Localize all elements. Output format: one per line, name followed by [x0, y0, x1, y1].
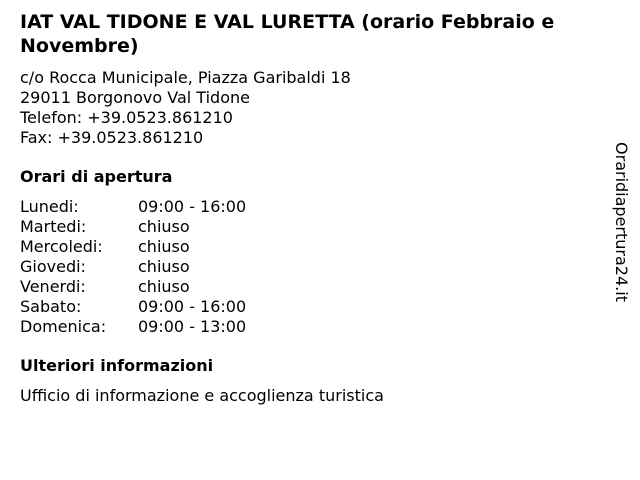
day-label: Mercoledi:	[20, 237, 103, 256]
day-hours: chiuso	[138, 237, 190, 256]
location-card	[20, 10, 610, 406]
day-hours: chiuso	[138, 277, 190, 296]
address-street: c/o Rocca Municipale, Piazza Garibaldi 18	[20, 68, 351, 87]
opening-hours-table	[20, 197, 610, 337]
hours-row-friday	[20, 277, 610, 297]
phone-number: Telefon: +39.0523.861210	[20, 108, 233, 127]
additional-info-text: Ufficio di informazione e accoglienza turistica	[20, 386, 384, 405]
day-hours: chiuso	[138, 257, 190, 276]
day-hours: 09:00 - 16:00	[138, 197, 247, 216]
hours-row-saturday	[20, 297, 610, 317]
address-block	[20, 68, 610, 148]
day-label: Giovedi:	[20, 257, 86, 276]
address-city: 29011 Borgonovo Val Tidone	[20, 88, 250, 107]
opening-hours-heading: Orari di apertura	[20, 167, 173, 186]
day-label: Domenica:	[20, 317, 107, 336]
hours-row-sunday	[20, 317, 610, 337]
day-label: Sabato:	[20, 297, 82, 316]
location-title: IAT VAL TIDONE E VAL LURETTA (orario Febbraio e Novembre)	[20, 11, 555, 57]
hours-row-monday	[20, 197, 610, 217]
day-label: Venerdi:	[20, 277, 86, 296]
additional-info-heading: Ulteriori informazioni	[20, 356, 214, 375]
day-label: Lunedi:	[20, 197, 79, 216]
site-watermark	[610, 134, 632, 310]
day-hours: 09:00 - 13:00	[138, 317, 247, 336]
watermark-text: Oraridiapertura24.it	[612, 142, 631, 302]
fax-number: Fax: +39.0523.861210	[20, 128, 204, 147]
day-hours: 09:00 - 16:00	[138, 297, 247, 316]
day-label: Martedi:	[20, 217, 87, 236]
hours-row-tuesday	[20, 217, 610, 237]
hours-row-wednesday	[20, 237, 610, 257]
day-hours: chiuso	[138, 217, 190, 236]
hours-row-thursday	[20, 257, 610, 277]
